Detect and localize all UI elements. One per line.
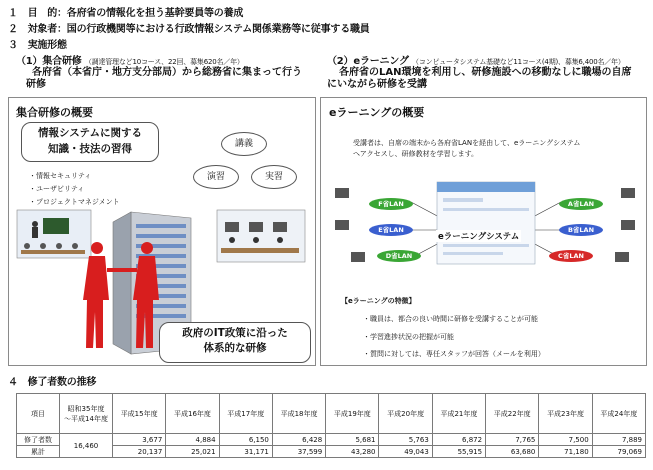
skill-line-2: 知識・技法の習得	[48, 143, 132, 155]
skill-line-1: 情報システムに関する	[38, 127, 142, 139]
year-header: 平成22年度	[486, 394, 539, 434]
bullet-usability: ・ユーザビリティ	[29, 185, 85, 193]
table-cell: 6,428	[272, 434, 325, 446]
policy-line-2: 体系的な研修	[203, 342, 267, 354]
policy-line-1: 政府のIT政策に沿った	[182, 327, 288, 339]
graduates-table	[16, 393, 646, 458]
cumulative-value: 16,460	[60, 434, 113, 458]
table-cell: 5,681	[326, 434, 379, 446]
cumulative-period-header	[60, 394, 113, 434]
cumulative-period-line-2: ～平成14年度	[64, 414, 108, 423]
table-cell: 71,180	[539, 446, 592, 458]
table-cell: 25,021	[166, 446, 219, 458]
feature-support: ・質問に対しては、専任スタッフが回答（メールを利用）	[363, 350, 545, 358]
format-line: ３ 実施形態	[8, 40, 67, 51]
features-title: 【eラーニングの特徴】	[341, 297, 416, 305]
lan-c: C省LAN	[549, 250, 593, 262]
exercise-oval: 演習	[193, 165, 239, 189]
table-cell: 31,171	[219, 446, 272, 458]
elearning-note: （コンピュータシステム基礎など11コース(4期)、募集6,400名／年）	[412, 58, 625, 66]
table-cell: 3,677	[113, 434, 166, 446]
bullet-security: ・情報セキュリティ	[29, 172, 92, 180]
row-label: 累計	[17, 446, 60, 458]
elearning-panel-title: eラーニングの概要	[329, 106, 425, 119]
table-cell: 6,150	[219, 434, 272, 446]
lan-a: A省LAN	[559, 198, 603, 210]
table-cell: 63,680	[486, 446, 539, 458]
elearning-panel	[320, 97, 647, 366]
year-header: 平成16年度	[166, 394, 219, 434]
group-training-desc-2: 研修	[26, 79, 46, 90]
elearning-desc	[327, 67, 631, 91]
lan-d: D省LAN	[377, 250, 421, 262]
lecture-oval: 講義	[221, 132, 267, 156]
table-cell: 79,069	[592, 446, 645, 458]
group-training-note: （調達管理など10コース、22回、募集620名／年）	[84, 58, 244, 66]
year-header: 平成19年度	[326, 394, 379, 434]
table-row	[17, 434, 646, 446]
feature-anytime: ・職員は、都合の良い時間に研修を受講することが可能	[363, 315, 538, 323]
explanation-line-2: へアクセスし、研修教材を学習します。	[353, 150, 479, 158]
lan-b: B省LAN	[559, 224, 603, 236]
cumulative-period-line-1: 昭和35年度	[67, 404, 105, 413]
bullet-project-management: ・プロジェクトマネジメント	[29, 198, 120, 206]
table-cell: 7,889	[592, 434, 645, 446]
elearning-heading-text: （2）eラーニング	[327, 56, 409, 67]
graduates-heading: ４ 修了者数の推移	[8, 377, 97, 388]
group-training-heading-text: （1）集合研修	[16, 56, 82, 67]
item-header: 項目	[17, 394, 60, 434]
lan-e: E省LAN	[369, 224, 413, 236]
table-cell: 6,872	[432, 434, 485, 446]
practice-oval: 実習	[251, 165, 297, 189]
group-training-panel-title: 集合研修の概要	[16, 106, 93, 119]
purpose-line: １ 目 的：各府省の情報化を担う基幹要員等の養成	[8, 8, 244, 19]
year-header: 平成17年度	[219, 394, 272, 434]
target-line: ２ 対象者：国の行政機関等における行政情報システム関係業務等に従事する職員	[8, 24, 370, 35]
table-cell: 49,043	[379, 446, 432, 458]
table-cell: 7,500	[539, 434, 592, 446]
elearning-screen-icon	[437, 182, 535, 264]
table-cell: 43,280	[326, 446, 379, 458]
skill-acquisition-box	[21, 122, 159, 162]
group-training-desc-1: 各府省（本省庁・地方支分部局）から総務省に集まって行う	[32, 67, 302, 78]
classroom-icon	[17, 210, 91, 258]
year-header: 平成20年度	[379, 394, 432, 434]
group-training-desc	[26, 67, 302, 91]
table-cell: 20,137	[113, 446, 166, 458]
computer-room-icon	[217, 210, 305, 262]
year-header: 平成24年度	[592, 394, 645, 434]
year-header: 平成18年度	[272, 394, 325, 434]
table-cell: 37,599	[272, 446, 325, 458]
year-header: 平成21年度	[432, 394, 485, 434]
feature-progress: ・学習進捗状況の把握が可能	[363, 333, 454, 341]
table-cell: 5,763	[379, 434, 432, 446]
year-header: 平成15年度	[113, 394, 166, 434]
table-cell: 55,915	[432, 446, 485, 458]
explanation-line-1: 受講者は、自席の端末から各府省LANを経由して、eラーニングシステム	[353, 139, 581, 147]
elearning-explanation	[353, 138, 580, 160]
policy-box	[159, 322, 311, 363]
elearning-desc-2: にいながら研修を受講	[327, 79, 427, 90]
lan-f: F省LAN	[369, 198, 413, 210]
row-label: 修了者数	[17, 434, 60, 446]
table-header-row	[17, 394, 646, 434]
table-cell: 7,765	[486, 434, 539, 446]
elearning-desc-1: 各府省のLAN環境を利用し、研修施設への移動なしに職場の自席	[339, 67, 632, 78]
year-header: 平成23年度	[539, 394, 592, 434]
table-cell: 4,884	[166, 434, 219, 446]
group-training-panel	[8, 97, 316, 366]
elearning-heading	[327, 52, 625, 67]
elearning-system-label: eラーニングシステム	[438, 232, 520, 242]
group-training-heading	[16, 52, 244, 67]
